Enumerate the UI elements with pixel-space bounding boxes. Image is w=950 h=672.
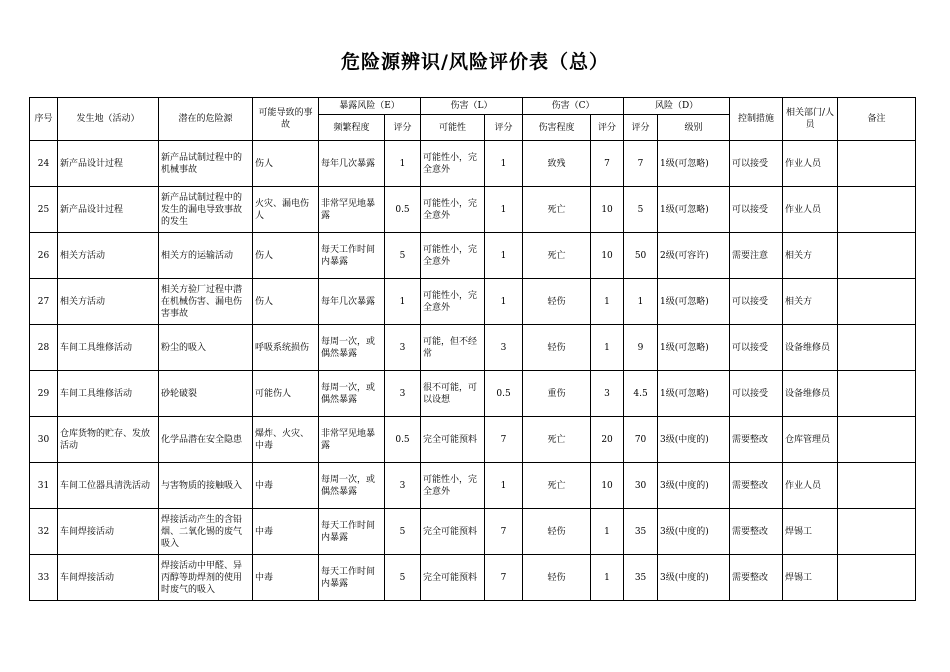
cell-control: 可以接受 — [730, 279, 783, 325]
cell-harm-degree: 轻伤 — [523, 325, 591, 371]
cell-d-score: 5 — [624, 187, 658, 233]
cell-possibility: 可能性小，完全意外 — [421, 233, 485, 279]
header-seq: 序号 — [30, 98, 58, 141]
header-location: 发生地（活动） — [58, 98, 159, 141]
cell-possibility: 可能性小，完全意外 — [421, 463, 485, 509]
cell-d-score: 70 — [624, 417, 658, 463]
cell-location: 仓库货物的贮存、发放活动 — [58, 417, 159, 463]
cell-seq: 29 — [30, 371, 58, 417]
header-accident: 可能导致的事故 — [253, 98, 319, 141]
table-row — [30, 555, 916, 601]
cell-exposure-freq: 每天工作时间内暴露 — [319, 233, 385, 279]
cell-dept: 焊锡工 — [783, 555, 838, 601]
cell-hazard: 与害物质的接触吸入 — [159, 463, 253, 509]
header-remark: 备注 — [838, 98, 916, 141]
cell-seq: 26 — [30, 233, 58, 279]
cell-possibility: 可能，但不经常 — [421, 325, 485, 371]
cell-harm-degree: 死亡 — [523, 417, 591, 463]
cell-dept: 作业人员 — [783, 463, 838, 509]
cell-remark — [838, 509, 916, 555]
cell-accident: 中毒 — [253, 463, 319, 509]
cell-hazard: 相关方验厂过程中潜在机械伤害、漏电伤害事故 — [159, 279, 253, 325]
cell-hazard: 砂轮破裂 — [159, 371, 253, 417]
header-control: 控制措施 — [730, 98, 783, 141]
cell-accident: 伤人 — [253, 141, 319, 187]
cell-harm-degree: 轻伤 — [523, 279, 591, 325]
cell-accident: 中毒 — [253, 555, 319, 601]
cell-exposure-score: 0.5 — [385, 187, 421, 233]
cell-possibility: 可能性小，完全意外 — [421, 187, 485, 233]
cell-c-score: 10 — [591, 233, 624, 279]
cell-harm-degree: 轻伤 — [523, 555, 591, 601]
cell-risk-level: 3级(中度的) — [658, 509, 730, 555]
cell-c-score: 3 — [591, 371, 624, 417]
cell-seq: 24 — [30, 141, 58, 187]
cell-harm-degree: 死亡 — [523, 187, 591, 233]
cell-exposure-freq: 每年几次暴露 — [319, 279, 385, 325]
cell-hazard: 化学品潜在安全隐患 — [159, 417, 253, 463]
header-hazard: 潜在的危险源 — [159, 98, 253, 141]
cell-location: 车间工具维修活动 — [58, 371, 159, 417]
cell-harm-degree: 轻伤 — [523, 509, 591, 555]
cell-control: 可以接受 — [730, 187, 783, 233]
cell-l-score: 1 — [485, 187, 523, 233]
cell-exposure-score: 3 — [385, 371, 421, 417]
cell-seq: 32 — [30, 509, 58, 555]
cell-location: 车间焊接活动 — [58, 555, 159, 601]
cell-possibility: 很不可能，可以设想 — [421, 371, 485, 417]
cell-control: 需要整改 — [730, 417, 783, 463]
cell-seq: 25 — [30, 187, 58, 233]
cell-risk-level: 3级(中度的) — [658, 417, 730, 463]
cell-dept: 设备维修员 — [783, 371, 838, 417]
cell-control: 需要整改 — [730, 555, 783, 601]
cell-risk-level: 3级(中度的) — [658, 555, 730, 601]
cell-location: 车间工位器具清洗活动 — [58, 463, 159, 509]
cell-d-score: 35 — [624, 509, 658, 555]
cell-exposure-freq: 每天工作时间内暴露 — [319, 555, 385, 601]
cell-risk-level: 1级(可忽略) — [658, 279, 730, 325]
cell-remark — [838, 555, 916, 601]
header-dept: 相关部门/人员 — [783, 98, 838, 141]
cell-accident: 可能伤人 — [253, 371, 319, 417]
cell-control: 可以接受 — [730, 141, 783, 187]
cell-location: 车间工具维修活动 — [58, 325, 159, 371]
cell-exposure-freq: 每周一次，或偶然暴露 — [319, 463, 385, 509]
cell-dept: 设备维修员 — [783, 325, 838, 371]
cell-exposure-score: 5 — [385, 233, 421, 279]
table-row — [30, 371, 916, 417]
cell-accident: 爆炸、火灾、中毒 — [253, 417, 319, 463]
cell-control: 需要整改 — [730, 463, 783, 509]
header-harm-c-degree: 伤害程度 — [523, 115, 591, 141]
header-harm-l-score: 评分 — [485, 115, 523, 141]
cell-harm-degree: 重伤 — [523, 371, 591, 417]
cell-remark — [838, 279, 916, 325]
header-risk-d-level: 级别 — [658, 115, 730, 141]
cell-possibility: 完全可能预料 — [421, 509, 485, 555]
cell-l-score: 7 — [485, 417, 523, 463]
cell-l-score: 1 — [485, 279, 523, 325]
cell-c-score: 10 — [591, 187, 624, 233]
cell-possibility: 完全可能预料 — [421, 555, 485, 601]
cell-l-score: 3 — [485, 325, 523, 371]
cell-exposure-score: 3 — [385, 325, 421, 371]
table-row — [30, 325, 916, 371]
table-row — [30, 417, 916, 463]
cell-d-score: 30 — [624, 463, 658, 509]
cell-accident: 伤人 — [253, 279, 319, 325]
cell-harm-degree: 死亡 — [523, 463, 591, 509]
cell-l-score: 0.5 — [485, 371, 523, 417]
cell-control: 可以接受 — [730, 325, 783, 371]
table-row — [30, 141, 916, 187]
cell-exposure-freq: 每天工作时间内暴露 — [319, 509, 385, 555]
cell-accident: 中毒 — [253, 509, 319, 555]
cell-remark — [838, 371, 916, 417]
cell-seq: 28 — [30, 325, 58, 371]
cell-c-score: 7 — [591, 141, 624, 187]
cell-l-score: 1 — [485, 463, 523, 509]
cell-control: 需要整改 — [730, 509, 783, 555]
cell-c-score: 20 — [591, 417, 624, 463]
cell-remark — [838, 417, 916, 463]
cell-exposure-freq: 每周一次，或偶然暴露 — [319, 371, 385, 417]
cell-l-score: 1 — [485, 233, 523, 279]
header-risk-d-score: 评分 — [624, 115, 658, 141]
cell-control: 可以接受 — [730, 371, 783, 417]
cell-dept: 相关方 — [783, 233, 838, 279]
cell-exposure-freq: 非常罕见地暴露 — [319, 417, 385, 463]
cell-accident: 伤人 — [253, 233, 319, 279]
header-exposure: 暴露风险（E） — [319, 98, 421, 115]
cell-exposure-score: 5 — [385, 555, 421, 601]
cell-hazard: 焊接活动产生的含铅烟、二氧化锡的废气吸入 — [159, 509, 253, 555]
cell-harm-degree: 致残 — [523, 141, 591, 187]
cell-location: 新产品设计过程 — [58, 141, 159, 187]
cell-remark — [838, 141, 916, 187]
cell-accident: 火灾、漏电伤人 — [253, 187, 319, 233]
cell-hazard: 粉尘的吸入 — [159, 325, 253, 371]
cell-seq: 30 — [30, 417, 58, 463]
cell-hazard: 新产品试制过程中的机械事故 — [159, 141, 253, 187]
risk-assessment-table — [29, 97, 916, 601]
cell-seq: 31 — [30, 463, 58, 509]
cell-exposure-score: 1 — [385, 141, 421, 187]
table-row — [30, 187, 916, 233]
cell-c-score: 1 — [591, 555, 624, 601]
cell-c-score: 10 — [591, 463, 624, 509]
cell-d-score: 50 — [624, 233, 658, 279]
cell-dept: 相关方 — [783, 279, 838, 325]
cell-remark — [838, 463, 916, 509]
header-harm-c: 伤害（C） — [523, 98, 624, 115]
cell-exposure-freq: 每周一次，或偶然暴露 — [319, 325, 385, 371]
cell-risk-level: 1级(可忽略) — [658, 325, 730, 371]
table-row — [30, 233, 916, 279]
cell-exposure-freq: 每年几次暴露 — [319, 141, 385, 187]
cell-risk-level: 1级(可忽略) — [658, 141, 730, 187]
cell-c-score: 1 — [591, 509, 624, 555]
cell-exposure-score: 0.5 — [385, 417, 421, 463]
header-risk-d: 风险（D） — [624, 98, 730, 115]
cell-l-score: 7 — [485, 555, 523, 601]
cell-exposure-score: 1 — [385, 279, 421, 325]
cell-l-score: 1 — [485, 141, 523, 187]
cell-possibility: 完全可能预料 — [421, 417, 485, 463]
cell-control: 需要注意 — [730, 233, 783, 279]
cell-location: 新产品设计过程 — [58, 187, 159, 233]
cell-d-score: 9 — [624, 325, 658, 371]
table-row — [30, 509, 916, 555]
cell-d-score: 7 — [624, 141, 658, 187]
header-exposure-score: 评分 — [385, 115, 421, 141]
cell-remark — [838, 233, 916, 279]
header-harm-l-possibility: 可能性 — [421, 115, 485, 141]
cell-hazard: 新产品试制过程中的发生的漏电导致事故的发生 — [159, 187, 253, 233]
cell-risk-level: 1级(可忽略) — [658, 371, 730, 417]
cell-exposure-score: 5 — [385, 509, 421, 555]
cell-possibility: 可能性小，完全意外 — [421, 279, 485, 325]
cell-d-score: 35 — [624, 555, 658, 601]
cell-risk-level: 1级(可忽略) — [658, 187, 730, 233]
header-harm-c-score: 评分 — [591, 115, 624, 141]
cell-accident: 呼吸系统损伤 — [253, 325, 319, 371]
cell-remark — [838, 187, 916, 233]
cell-c-score: 1 — [591, 325, 624, 371]
cell-d-score: 4.5 — [624, 371, 658, 417]
cell-remark — [838, 325, 916, 371]
cell-c-score: 1 — [591, 279, 624, 325]
cell-location: 车间焊接活动 — [58, 509, 159, 555]
cell-l-score: 7 — [485, 509, 523, 555]
page-title: 危险源辨识/风险评价表（总） — [341, 51, 609, 73]
cell-dept: 作业人员 — [783, 187, 838, 233]
cell-risk-level: 3级(中度的) — [658, 463, 730, 509]
table-row — [30, 279, 916, 325]
cell-d-score: 1 — [624, 279, 658, 325]
table-row — [30, 463, 916, 509]
cell-seq: 27 — [30, 279, 58, 325]
cell-hazard: 焊接活动中甲醛、异丙醇等助焊剂的使用时废气的吸入 — [159, 555, 253, 601]
cell-seq: 33 — [30, 555, 58, 601]
cell-dept: 作业人员 — [783, 141, 838, 187]
header-harm-l: 伤害（L） — [421, 98, 523, 115]
cell-harm-degree: 死亡 — [523, 233, 591, 279]
cell-possibility: 可能性小，完全意外 — [421, 141, 485, 187]
header-exposure-freq: 频繁程度 — [319, 115, 385, 141]
cell-location: 相关方活动 — [58, 233, 159, 279]
cell-dept: 仓库管理员 — [783, 417, 838, 463]
cell-dept: 焊锡工 — [783, 509, 838, 555]
cell-hazard: 相关方的运输活动 — [159, 233, 253, 279]
cell-location: 相关方活动 — [58, 279, 159, 325]
cell-risk-level: 2级(可容许) — [658, 233, 730, 279]
cell-exposure-score: 3 — [385, 463, 421, 509]
cell-exposure-freq: 非常罕见地暴露 — [319, 187, 385, 233]
